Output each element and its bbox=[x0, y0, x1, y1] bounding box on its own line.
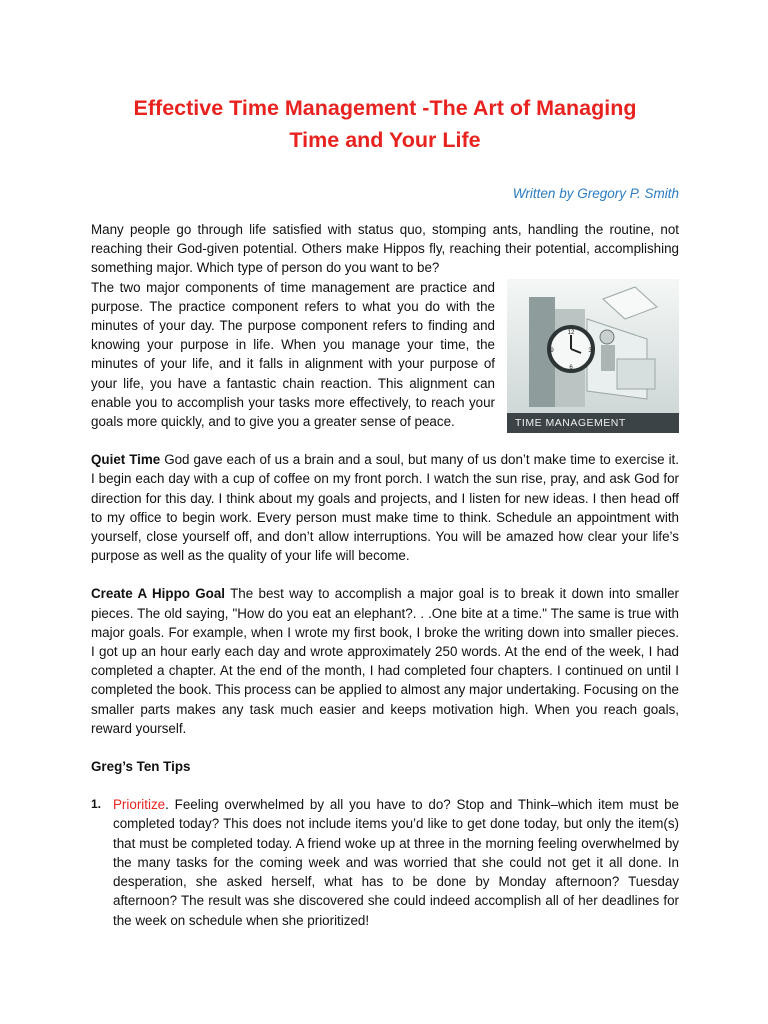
time-management-image bbox=[507, 279, 679, 433]
intro-paragraph-2: The two major components of time management are practice and purpose. The practice component refers to what you do with the minutes of your day. The purpose component refers to finding and knowing your purpose in life. When you manage your time, the minutes of your life, and it falls in alignment with your purpose of your life, you have a fantastic chain reaction. This alignment can enable you to accomplish your tasks more effectively, to reach your goals more quickly, and to give you a greater sense of peace. bbox=[91, 279, 495, 430]
intro-paragraph-1: Many people go through life satisfied with status quo, stomping ants, handling the routine, not reaching their God-given potential. Others make Hippos fly, reaching their potential, accomplishing something major. Which type of person do you want to be? bbox=[91, 222, 679, 276]
tip-item bbox=[91, 795, 679, 929]
article-body bbox=[91, 220, 679, 930]
hippo-goal-heading: Create A Hippo Goal bbox=[91, 586, 226, 602]
quiet-time-text: God gave each of us a brain and a soul, but many of us don’t make time to exercise it. I begin each day with a cup of coffee on my front porch. I watch the sun rise, pray, and ask God for direction for this day. I think about my goals and projects, and I listen for new ideas. I then head off to my office to begin work. Every person must make time to think. Schedule an appointment with yourself, close yourself off, and don’t allow interruptions. You will be amazed how clear your life’s purpose as well as the quality of your life will become. bbox=[91, 452, 679, 564]
hippo-goal-text: The best way to accomplish a major goal is to break it down into smaller pieces. The old saying, "How do you eat an elephant?. . .One bite at a time." The same is true with major goals. For example, when I wrote my first book, I broke the writing down into smaller pieces. I got up an hour early each day and wrote approximately 250 words. At the end of the week, I had completed a chapter. At the end of the month, I had completed four chapters. I continued on until I completed the book. This process can be applied to almost any major undertaking. Focusing on the smaller parts makes any task much easier and keeps motivation high. When you reach goals, reward yourself. bbox=[91, 586, 679, 736]
tip-title: Prioritize bbox=[113, 797, 166, 813]
clock-number-12: 12 bbox=[567, 329, 575, 336]
clock-number-9: 9 bbox=[550, 347, 554, 354]
document-title bbox=[91, 92, 679, 156]
quiet-time-paragraph bbox=[91, 450, 679, 565]
tips-list bbox=[91, 795, 679, 929]
quiet-time-heading: Quiet Time bbox=[91, 452, 161, 468]
tips-heading: Greg’s Ten Tips bbox=[91, 759, 191, 775]
title-line-1: Effective Time Management -The Art of Managing bbox=[133, 96, 637, 120]
clock-number-3: 3 bbox=[588, 347, 592, 354]
clock-number-6: 6 bbox=[569, 364, 573, 371]
title-line-2: Time and Your Life bbox=[289, 128, 481, 152]
clock-illustration bbox=[507, 279, 679, 433]
tip-number: 1. bbox=[91, 797, 102, 812]
hippo-goal-paragraph bbox=[91, 584, 679, 738]
image-caption: TIME MANAGEMENT bbox=[507, 413, 679, 433]
author-byline: Written by Gregory P. Smith bbox=[512, 186, 679, 201]
tip-text: . Feeling overwhelmed by all you have to do? Stop and Think–which item must be completed today? This does not include items you’d like to get done today, but only the item(s) that must be completed today. A friend woke up at three in the morning feeling overwhelmed by the many tasks for the coming week and was worried that she could not get it all done. In desperation, she asked herself, what has to be done by Monday afternoon? Tuesday afternoon? The result was she discovered she could indeed accomplish all of her deadlines for the week on schedule when she prioritized! bbox=[113, 797, 679, 928]
